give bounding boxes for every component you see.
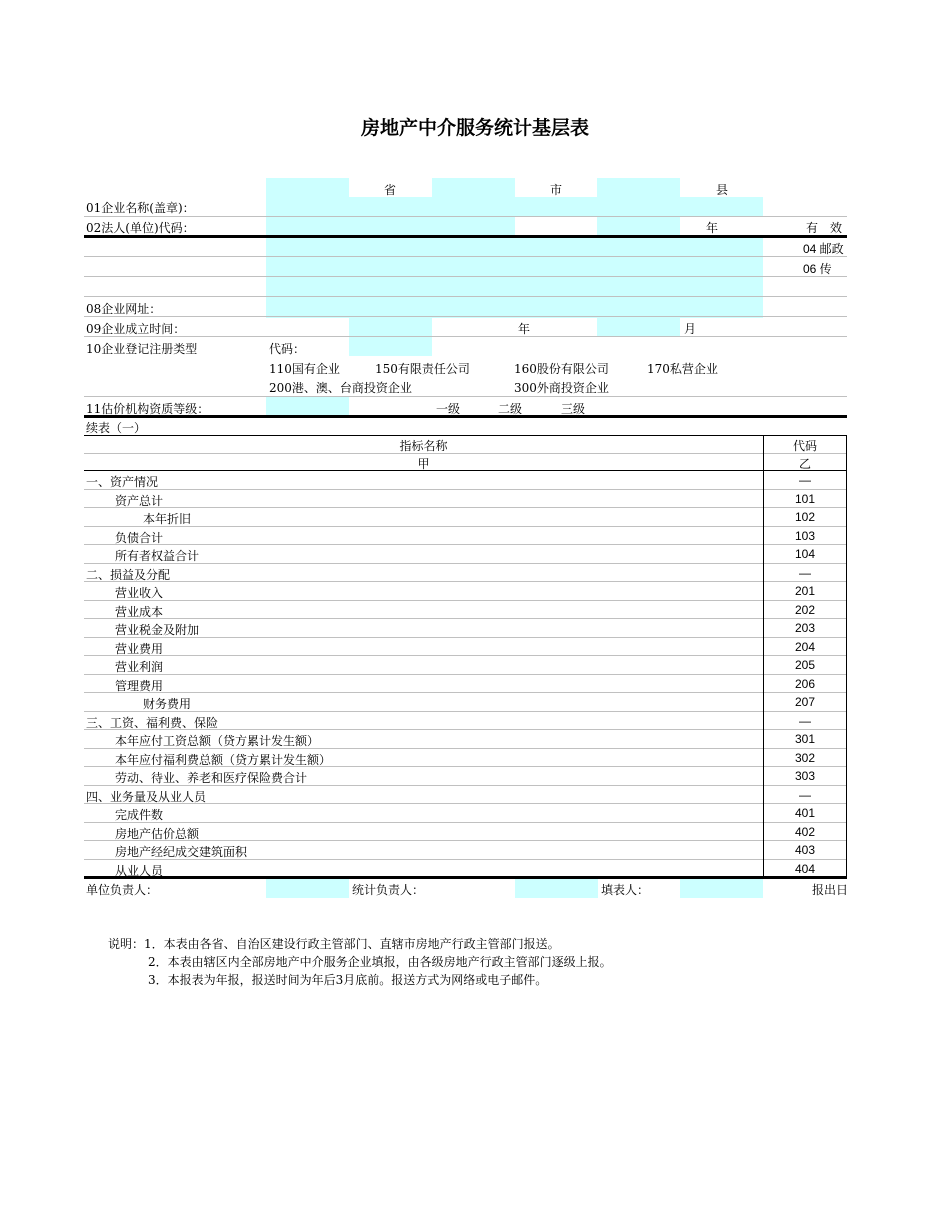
code-column-left-border	[763, 435, 764, 879]
county-label: 县	[716, 183, 729, 197]
grid-line	[84, 256, 847, 257]
unit-head-input[interactable]	[266, 879, 349, 898]
contact-block-input[interactable]	[266, 238, 763, 318]
indicator-code: 103	[794, 528, 816, 543]
indicator-code: 203	[794, 621, 816, 635]
stat-head-label: 统计负责人：	[352, 883, 425, 897]
founding-year-input[interactable]	[349, 318, 432, 337]
table-row	[84, 638, 847, 657]
reg-type-option: 110国有企业	[269, 362, 340, 376]
table-row	[84, 675, 847, 694]
grade-option: 一级	[436, 402, 461, 416]
indicator-name: 负债合计	[115, 530, 164, 545]
indicator-name: 营业费用	[115, 641, 164, 656]
indicator-code: —	[799, 713, 811, 728]
indicator-code: 104	[794, 547, 816, 561]
indicator-code: 303	[794, 769, 816, 783]
indicator-name: 营业利润	[115, 660, 164, 674]
founding-month-input[interactable]	[597, 318, 680, 337]
indicator-name: 营业税金及附加	[115, 623, 200, 637]
legal-code-label: 02法人(单位)代码：	[86, 221, 195, 235]
website-label: 08企业网址：	[86, 302, 162, 316]
table-row	[84, 527, 847, 546]
indicator-name: 营业收入	[115, 586, 164, 600]
grade-option: 三级	[561, 402, 586, 416]
indicator-code: 201	[794, 584, 816, 598]
registration-code-input[interactable]	[349, 337, 432, 356]
table-row	[84, 656, 847, 675]
indicator-name: 本年折旧	[143, 512, 192, 526]
year-input[interactable]	[597, 216, 680, 236]
city-label: 市	[550, 183, 563, 197]
unit-head-label: 单位负责人：	[86, 883, 159, 897]
header-divider	[84, 453, 847, 454]
indicator-name: 房地产经纪成交建筑面积	[115, 845, 248, 859]
founding-month-label: 月	[684, 322, 697, 336]
indicator-name: 从业人员	[115, 863, 164, 878]
column-header-name: 指标名称	[399, 439, 448, 453]
table-row	[84, 841, 847, 860]
indicator-code: 205	[794, 658, 816, 672]
grid-line	[84, 336, 847, 337]
table-row	[84, 823, 847, 842]
city-input[interactable]	[432, 178, 515, 197]
subheader-name: 甲	[417, 457, 430, 471]
continued-label: 续表（一）	[86, 421, 147, 435]
reg-type-option: 160股份有限公司	[514, 362, 609, 376]
grid-line	[84, 396, 847, 397]
founding-time-label: 09企业成立时间：	[86, 322, 186, 336]
table-row	[84, 508, 847, 527]
reg-type-option: 200港、澳、台商投资企业	[269, 381, 412, 395]
registration-type-label: 10企业登记注册类型	[86, 342, 198, 356]
page-title: 房地产中介服务统计基层表	[360, 117, 589, 139]
indicator-code: 404	[794, 861, 816, 876]
fax-label: 06 传	[803, 262, 832, 276]
company-name-input[interactable]	[266, 197, 763, 216]
subheader-code: 乙	[798, 457, 811, 471]
table-row	[84, 582, 847, 601]
table-top-border	[84, 435, 847, 436]
thick-rule	[84, 235, 847, 238]
registration-code-label: 代码：	[269, 342, 306, 356]
table-row	[84, 786, 847, 805]
indicator-code: 401	[794, 806, 816, 820]
indicator-name: 劳动、待业、养老和医疗保险费合计	[115, 771, 308, 785]
code-column-right-border	[846, 435, 847, 879]
indicator-code: —	[799, 565, 811, 580]
table-row	[84, 564, 847, 583]
filler-input[interactable]	[680, 879, 763, 898]
indicator-code: 102	[794, 510, 816, 524]
indicator-code: 202	[794, 602, 816, 617]
table-row	[84, 545, 847, 564]
indicator-name: 所有者权益合计	[115, 549, 200, 563]
column-header-code: 代码	[792, 439, 817, 453]
legal-code-input[interactable]	[266, 216, 515, 236]
table-row	[84, 601, 847, 620]
county-input[interactable]	[597, 178, 680, 197]
indicator-name: 房地产估价总额	[115, 826, 200, 841]
indicator-code: 403	[794, 843, 816, 857]
year-label: 年	[706, 221, 719, 235]
note-line: 3．本报表为年报，报送时间为年后3月底前。报送方式为网络或电子邮件。	[148, 973, 548, 987]
validity-label: 有 效	[806, 221, 843, 235]
indicator-name: 本年应付工资总额（贷方累计发生额）	[115, 734, 320, 748]
table-row	[84, 693, 847, 712]
indicator-code: 207	[794, 695, 816, 709]
founding-year-label: 年	[518, 322, 531, 336]
indicator-name: 二、损益及分配	[86, 567, 171, 582]
indicator-name: 完成件数	[115, 808, 164, 822]
indicator-name: 管理费用	[115, 678, 164, 693]
table-row	[84, 712, 847, 731]
grade-option: 二级	[498, 402, 523, 416]
reg-type-option: 170私营企业	[647, 362, 718, 376]
reg-type-option: 150有限责任公司	[375, 362, 470, 376]
report-date-label: 报出日	[812, 883, 849, 897]
reg-type-option: 300外商投资企业	[514, 381, 609, 395]
indicator-name: 本年应付福利费总额（贷方累计发生额）	[115, 752, 332, 767]
table-row	[84, 749, 847, 768]
indicator-code: 204	[794, 639, 816, 654]
postal-code-label: 04 邮政	[803, 242, 844, 256]
indicator-name: 四、业务量及从业人员	[86, 789, 207, 804]
company-name-label: 01企业名称(盖章)：	[86, 201, 195, 215]
indicator-name: 资产总计	[115, 493, 164, 508]
indicator-code: —	[799, 473, 811, 487]
grid-line	[84, 316, 847, 317]
indicator-code: 101	[794, 491, 816, 506]
grid-line	[84, 276, 847, 277]
qualification-grade-label: 11估价机构资质等级：	[86, 402, 210, 416]
note-line: 说明：1．本表由各省、自治区建设行政主管部门、直辖市房地产行政主管部门报送。	[108, 937, 560, 951]
note-line: 2．本表由辖区内全部房地产中介服务企业填报，由各级房地产行政主管部门逐级上报。	[148, 955, 612, 969]
indicator-code: 206	[794, 676, 816, 691]
qualification-grade-input[interactable]	[266, 397, 349, 416]
province-input[interactable]	[266, 178, 349, 197]
indicator-name: 一、资产情况	[86, 475, 159, 489]
stat-head-input[interactable]	[515, 879, 598, 898]
grid-line	[84, 216, 847, 217]
province-label: 省	[384, 183, 397, 197]
table-row	[84, 767, 847, 786]
filler-label: 填表人：	[601, 883, 650, 897]
table-row	[84, 490, 847, 509]
indicator-code: 402	[794, 824, 816, 839]
table-row	[84, 804, 847, 823]
indicator-name: 财务费用	[143, 697, 192, 711]
indicator-code: 302	[794, 750, 816, 765]
table-row	[84, 730, 847, 749]
indicator-name: 营业成本	[115, 604, 164, 619]
grid-line	[84, 296, 847, 297]
indicator-code: 301	[794, 732, 816, 746]
table-row	[84, 619, 847, 638]
indicator-name: 三、工资、福利费、保险	[86, 715, 219, 730]
table-row	[84, 471, 847, 490]
indicator-code: —	[799, 787, 811, 802]
